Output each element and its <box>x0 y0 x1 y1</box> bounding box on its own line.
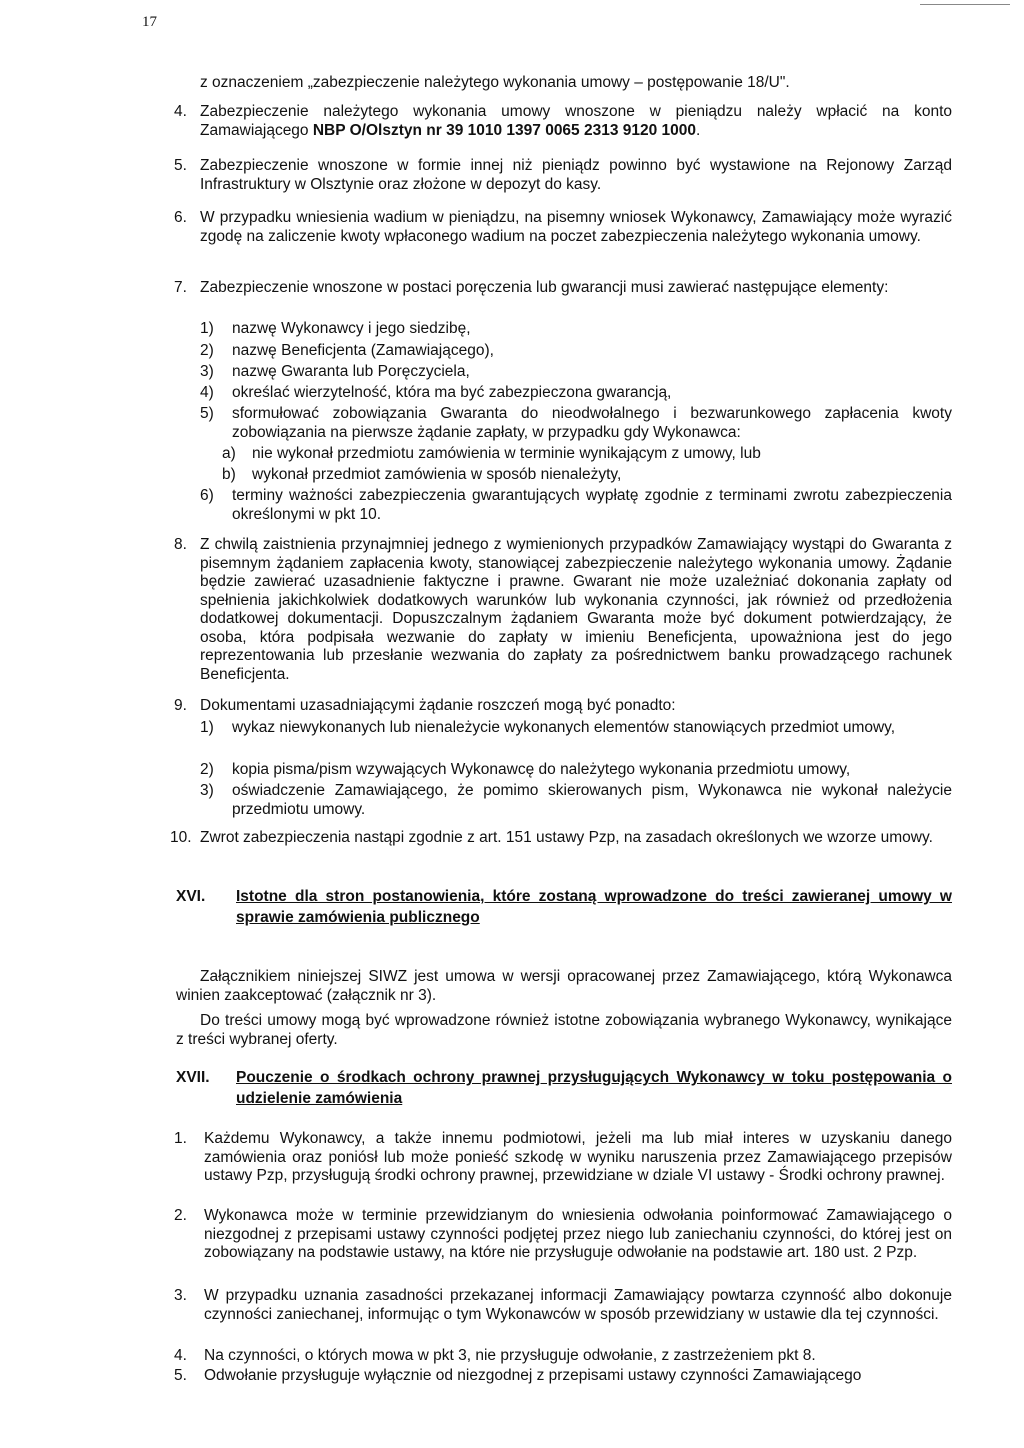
header-rule <box>920 4 1010 5</box>
item-7-sub-1-text: nazwę Wykonawcy i jego siedzibę, <box>232 320 471 337</box>
section-16-paragraph-1: Załącznikiem niniejszej SIWZ jest umowa w wersji opracowanej przez Zamawiającego, którą Wykonawca winien zaakceptować (załącznik nr 3). <box>176 968 952 1004</box>
item-10-text: Zwrot zabezpieczenia nastąpi zgodnie z art. 151 ustawy Pzp, na zasadach określonych we wzorze umowy. <box>200 829 933 846</box>
section-16-number: XVI. <box>176 888 206 905</box>
item-9-sub-2-text: kopia pisma/pism wzywających Wykonawcę do należytego wykonania przedmiotu umowy, <box>232 761 851 778</box>
item-7-sub-2-text: nazwę Beneficjenta (Zamawiającego), <box>232 342 494 359</box>
section-17-item-4-text: Na czynności, o których mowa w pkt 3, nie przysługuje odwołanie, z zastrzeżeniem pkt 8. <box>204 1347 816 1364</box>
section-17-item-1-number: 1. <box>174 1130 187 1147</box>
section-17-item-4-number: 4. <box>174 1347 187 1364</box>
item-7-sub-6-number: 6) <box>200 487 214 504</box>
item-7-sub-a-text: nie wykonał przedmiotu zamówienia w terminie wynikającym z umowy, lub <box>252 445 761 462</box>
section-17-item-3-number: 3. <box>174 1287 187 1304</box>
section-17-item-1-text: Każdemu Wykonawcy, a także innemu podmiotowi, jeżeli ma lub miał interes w uzyskaniu danego zamówienia oraz poniósł lub może ponieść szkodę w wyniku naruszenia przez Zamawiającego przepisów ustawy Pzp, przysługują środki ochrony prawnej, przewidziane w dziale VI ustawy - Środki ochrony prawnej. <box>204 1130 952 1184</box>
section-16-paragraph-2: Do treści umowy mogą być wprowadzone również istotne zobowiązania wybranego Wykonawcy, wynikające z treści wybranej oferty. <box>176 1012 952 1048</box>
item-7-number: 7. <box>174 279 187 296</box>
item-5-text: Zabezpieczenie wnoszone w formie innej niż pieniądz powinno być wystawione na Rejonowy Zarząd Infrastruktury w Olsztynie oraz złożone w depozyt do kasy. <box>200 157 952 193</box>
item-7-sub-a-number: a) <box>222 445 236 462</box>
item-7-sub-2-number: 2) <box>200 342 214 359</box>
item-7-sub-4-text: określać wierzytelność, która ma być zabezpieczona gwarancją, <box>232 384 672 401</box>
item-9-number: 9. <box>174 697 187 714</box>
item-6-number: 6. <box>174 209 187 226</box>
item-9-sub-3-text: oświadczenie Zamawiającego, że pomimo skierowanych pism, Wykonawca nie wykonał należycie przedmiotu umowy. <box>232 782 952 818</box>
item-7-sub-5-text: sformułować zobowiązania Gwaranta do nieodwołalnego i bezwarunkowego zapłacenia kwoty zobowiązania na pierwsze żądanie zapłaty, w przypadku gdy Wykonawca: <box>232 405 952 441</box>
section-17-item-2-text: Wykonawca może w terminie przewidzianym do wniesienia odwołania poinformować Zamawiającego o niezgodnej z przepisami ustawy czynności podjętej przez niego lub zaniechaniu czynności, do której jest on zobowiązany na podstawie ustawy, na które nie przysługuje odwołanie na podstawie art. 180 ust. 2 Pzp. <box>204 1207 952 1261</box>
section-16-title: Istotne dla stron postanowienia, które zostaną wprowadzone do treści zawieranej umowy w sprawie zamówienia publicznego <box>236 888 952 926</box>
item-4-text <box>200 103 952 140</box>
section-17-item-5-text: Odwołanie przysługuje wyłącznie od niezgodnej z przepisami ustawy czynności Zamawiającego <box>204 1367 862 1384</box>
item-6-text: W przypadku wniesienia wadium w pieniądzu, na pisemny wniosek Wykonawcy, Zamawiający może wyrazić zgodę na zaliczenie kwoty wpłaconego wadium na poczet zabezpieczenia należytego wykonania umowy. <box>200 209 952 245</box>
item-8-text: Z chwilą zaistnienia przynajmniej jednego z wymienionych przypadków Zamawiający wystąpi do Gwaranta z pisemnym żądaniem zapłacenia kwoty, stanowiącej zabezpieczenie należytego wykonania umowy. Żądanie będzie zawierać uzasadnienie faktyczne i prawne. Gwarant nie może uzależniać dokonania zapłaty od spełnienia jakichkolwiek dodatkowych warunków lub wykonania czynności, jak również od przedłożenia dodatkowej dokumentacji. Dopuszczalnym żądaniem Gwaranta może być dokument potwierdzający, że osoba, która podpisała wezwanie do zapłaty w imieniu Beneficjenta, upoważniona jest do jego reprezentowania lub przesłanie wezwania do zapłaty za pośrednictwem banku prowadzącego rachunek Beneficjenta. <box>200 536 952 683</box>
item-7-text: Zabezpieczenie wnoszone w postaci poręczenia lub gwarancji musi zawierać następujące elementy: <box>200 279 889 296</box>
section-17-number: XVII. <box>176 1069 210 1086</box>
item-10-number: 10. <box>170 829 192 846</box>
item-7-sub-5-number: 5) <box>200 405 214 422</box>
item-4-text-c: . <box>696 121 701 139</box>
bank-account-number: NBP O/Olsztyn nr 39 1010 1397 0065 2313 9120 1000 <box>312 121 697 139</box>
item-7-sub-b-number: b) <box>222 466 236 483</box>
item-9-sub-2-number: 2) <box>200 761 214 778</box>
section-17-title: Pouczenie o środkach ochrony prawnej przysługujących Wykonawcy w toku postępowania o udzielenie zamówienia <box>236 1069 952 1107</box>
item-7-sub-6-text: terminy ważności zabezpieczenia gwarantujących wypłatę zgodnie z terminami zwrotu zabezpieczenia określonymi w pkt 10. <box>232 487 952 523</box>
page-number: 17 <box>142 14 157 30</box>
item-9-text: Dokumentami uzasadniającymi żądanie roszczeń mogą być ponadto: <box>200 697 676 714</box>
section-17-item-2-number: 2. <box>174 1207 187 1224</box>
item-5-number: 5. <box>174 157 187 174</box>
item-4-text-a: Zabezpieczenie należytego wykonania umowy wnoszone w pieniądzu należy wpłacić na konto Zamawiającego <box>200 103 952 139</box>
item-8-number: 8. <box>174 536 187 553</box>
item-9-sub-1-number: 1) <box>200 719 214 736</box>
item-7-sub-b-text: wykonał przedmiot zamówienia w sposób nienależyty, <box>252 466 622 483</box>
section-17-item-5-number: 5. <box>174 1367 187 1384</box>
item-7-sub-4-number: 4) <box>200 384 214 401</box>
item-9-sub-3-number: 3) <box>200 782 214 799</box>
item-7-sub-3-number: 3) <box>200 363 214 380</box>
item-7-sub-1-number: 1) <box>200 320 214 337</box>
item-4-number: 4. <box>174 103 187 120</box>
item-9-sub-1-text: wykaz niewykonanych lub nienależycie wykonanych elementów stanowiących przedmiot umowy, <box>232 719 896 736</box>
item-7-sub-3-text: nazwę Gwaranta lub Poręczyciela, <box>232 363 470 380</box>
intro-line: z oznaczeniem „zabezpieczenie należytego wykonania umowy – postępowanie 18/U". <box>200 74 790 91</box>
section-17-item-3-text: W przypadku uznania zasadności przekazanej informacji Zamawiający powtarza czynność albo dokonuje czynności zaniechanej, informując o tym Wykonawców w sposób przewidziany w ustawie dla tej czynności. <box>204 1287 952 1323</box>
